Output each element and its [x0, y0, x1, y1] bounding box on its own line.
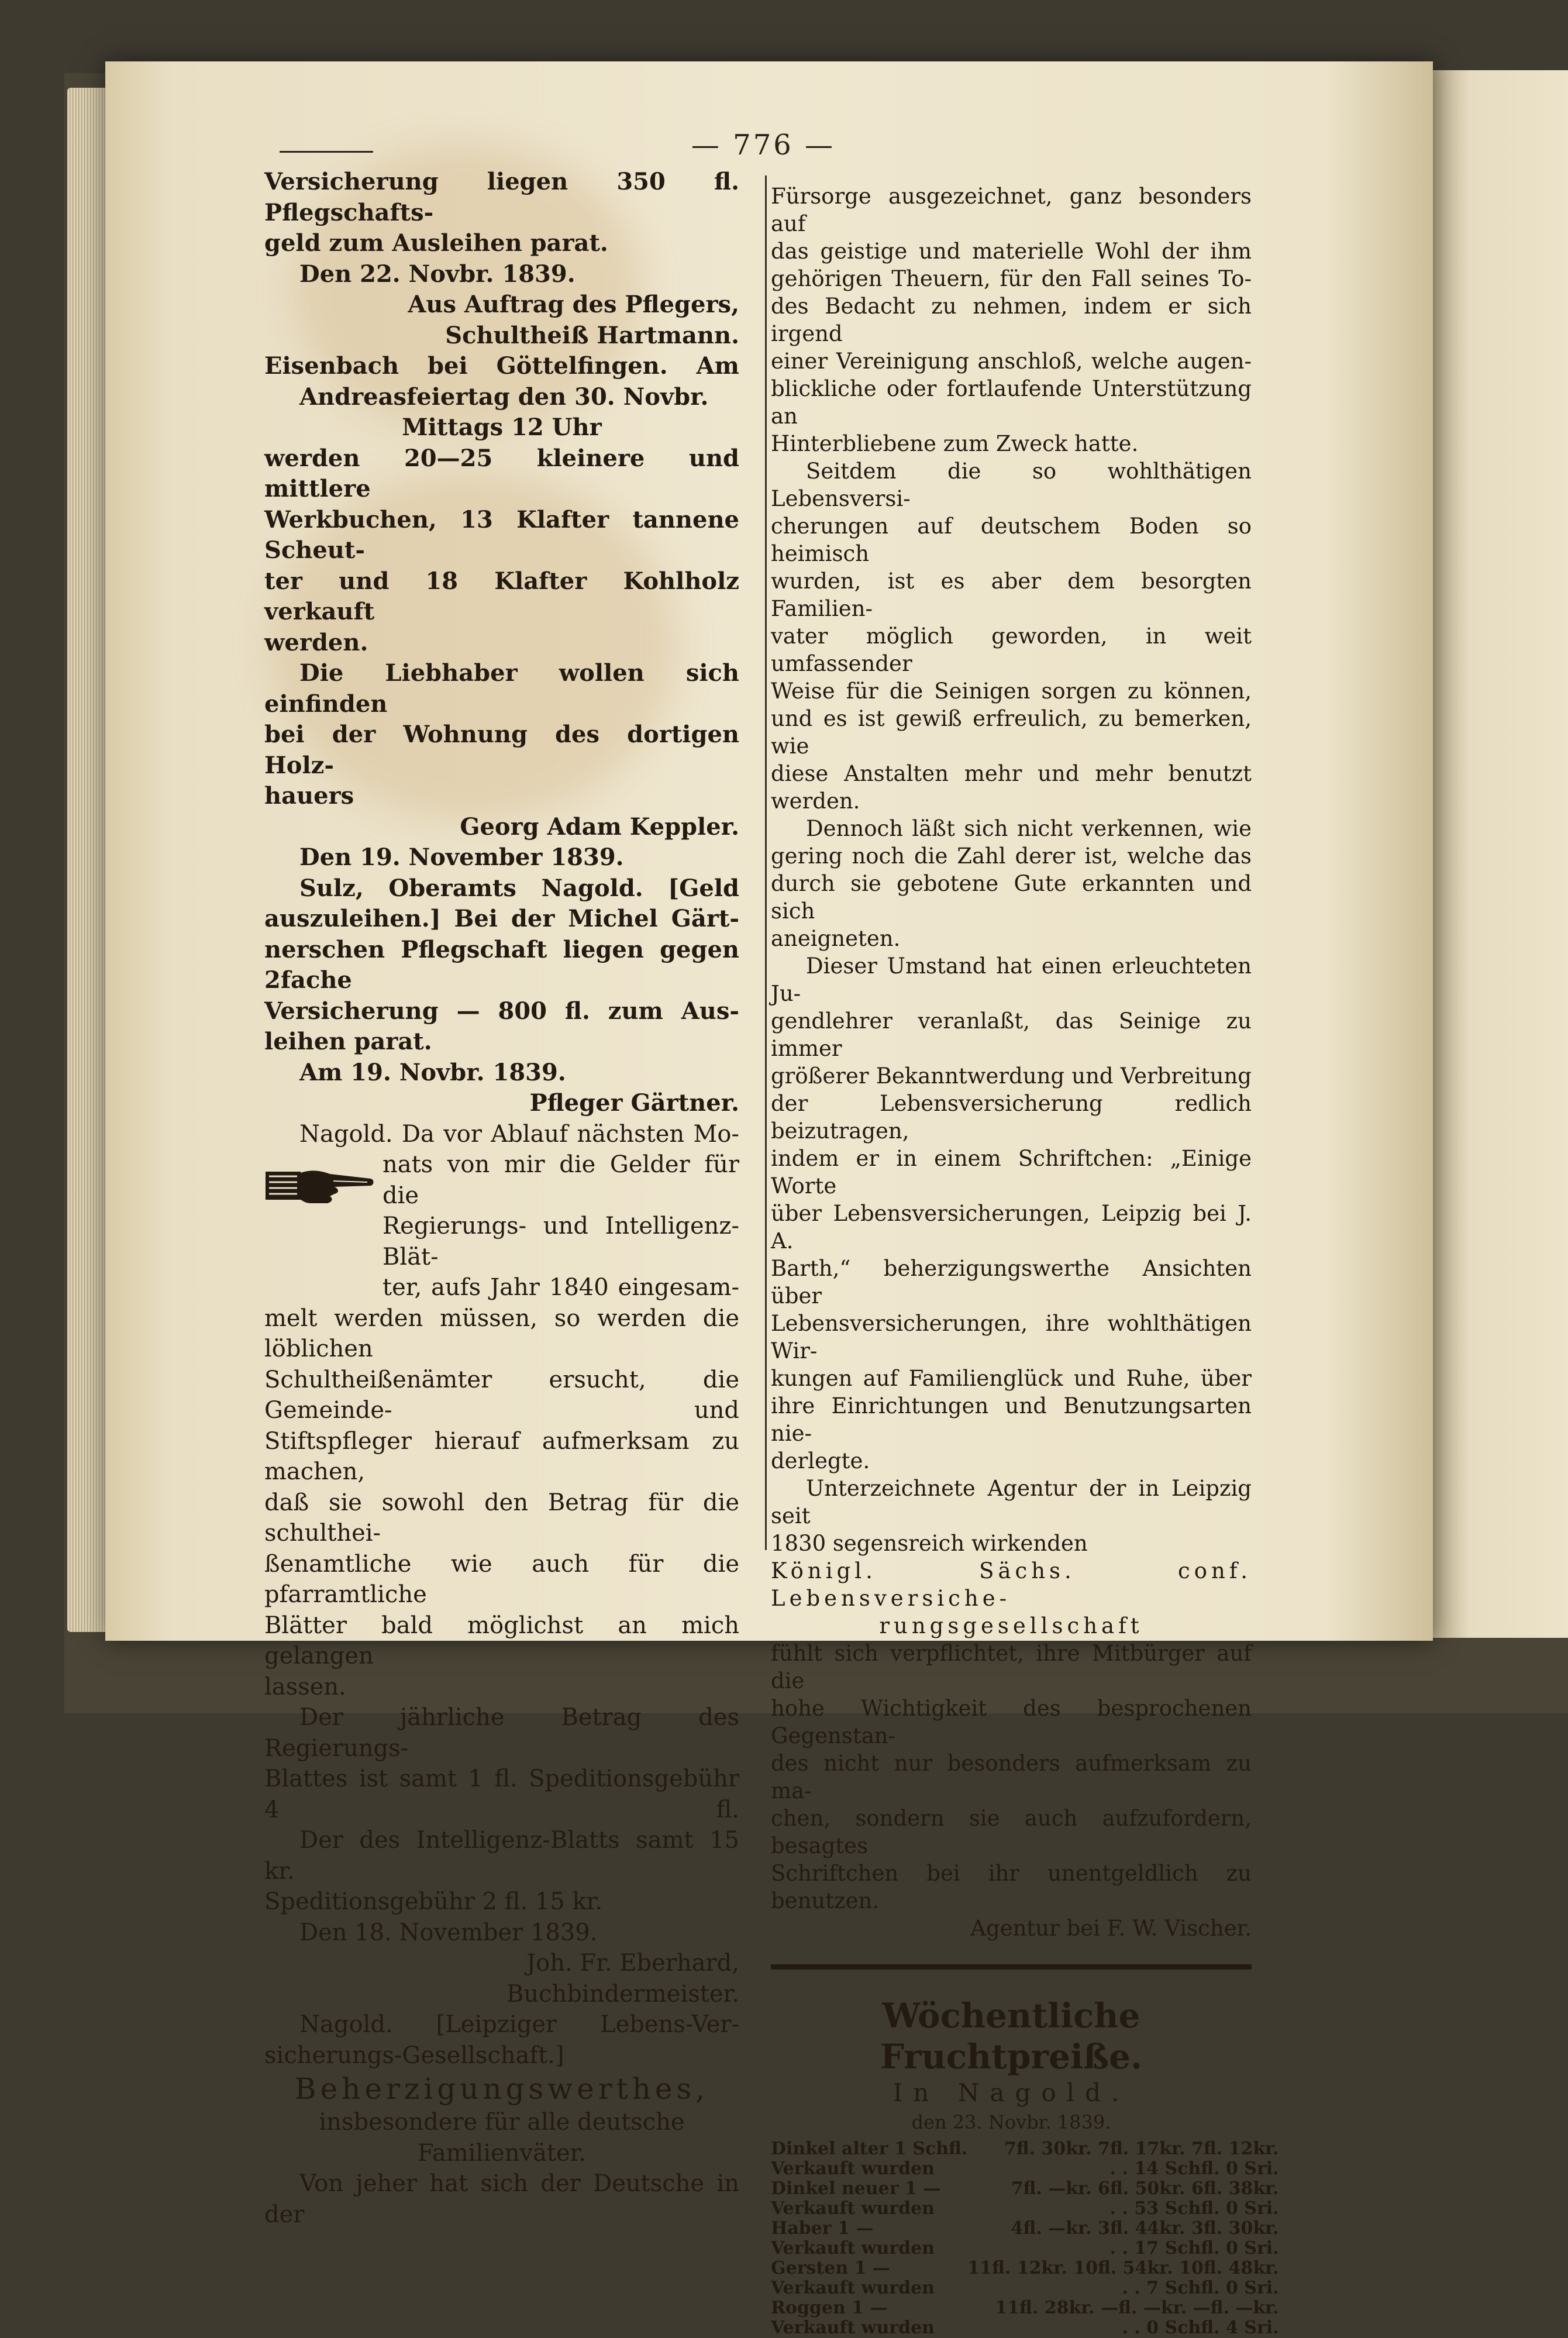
price-label-cell: Gersten 1 — — [771, 2258, 890, 2278]
pointing-hand-icon — [264, 1154, 375, 1215]
text-line: 1830 segensreich wirkenden — [771, 1531, 1088, 1556]
text-line: größerer Bekanntwerdung und Verbreitung — [771, 1063, 1252, 1089]
text-line: des Bedacht zu nehmen, indem er sich irgend — [771, 294, 1252, 346]
text-line: Fürsorge ausgezeichnet, ganz besonders auf — [771, 184, 1252, 236]
text-line: und es ist gewiß erfreulich, zu bemerken, wie — [771, 706, 1252, 759]
price-value-cell: 7fl. —kr. 6fl. 50kr. 6fl. 38kr. — [1011, 2178, 1279, 2199]
text-line: Blätter bald möglichst an mich gelangen — [264, 1612, 739, 1669]
text-line: gehörigen Theuern, für den Fall seines To- — [771, 266, 1252, 291]
price-label-cell: Haber 1 — — [771, 2218, 874, 2239]
text-line: Stiftspfleger hierauf aufmerksam zu machen, — [264, 1427, 739, 1485]
price-row — [771, 2139, 1279, 2159]
notice-lines-beside-hand — [382, 1149, 739, 1303]
column-divider — [765, 175, 767, 1550]
text-line: nerschen Pflegschaft liegen gegen 2fache — [264, 935, 739, 994]
text-line: Seitdem die so wohlthätigen Lebensversi- — [771, 459, 1252, 511]
price-value-cell: . . 17 Schfl. 0 Sri. — [1109, 2238, 1279, 2258]
text-line: Lebensversicherungen, ihre wohlthätigen Wir- — [771, 1311, 1252, 1363]
text-line: des nicht nur besonders aufmerksam zu ma- — [771, 1751, 1252, 1803]
text-line: nats von mir die Gelder für die — [382, 1151, 739, 1209]
text-line: vater möglich geworden, in weit umfassender — [771, 624, 1252, 676]
left-column — [264, 167, 739, 2230]
text-line: gering noch die Zahl derer ist, welche das — [771, 843, 1252, 869]
left-column-text — [264, 167, 739, 1119]
text-line: cherungen auf deutschem Boden so heimisch — [771, 514, 1252, 566]
text-line: Dieser Umstand hat einen erleuchteten Ju- — [771, 953, 1252, 1006]
text-line: Hinterbliebene zum Zweck hatte. — [771, 431, 1139, 456]
price-row — [771, 2239, 1279, 2258]
text-line: auszuleihen.] Bei der Michel Gärt- — [264, 905, 739, 932]
text-line: Mittags 12 Uhr — [402, 414, 602, 441]
text-line: insbesondere für alle deutsche Familienväter. — [319, 2109, 685, 2167]
text-line: geld zum Ausleihen parat. — [264, 229, 608, 257]
text-line: Buchbindermeister. — [506, 1980, 739, 2008]
text-line: derlegte. — [771, 1448, 870, 1473]
text-line: Versicherung liegen 350 fl. Pflegschafts- — [264, 168, 739, 226]
price-row — [771, 2219, 1279, 2239]
text-line: Den 19. November 1839. — [299, 843, 624, 871]
text-line: melt werden müssen, so werden die löblichen — [264, 1304, 739, 1362]
price-label-cell: Dinkel neuer 1 — — [771, 2178, 941, 2199]
text-line: lassen. — [264, 1673, 346, 1700]
text-line: Georg Adam Keppler. — [460, 812, 739, 841]
price-value-cell: . . 14 Schfl. 0 Sri. — [1109, 2158, 1279, 2179]
fruit-prices-date: den 23. Novbr. 1839. — [911, 2111, 1111, 2133]
text-line: Speditionsgebühr 2 fl. 15 kr. — [264, 1888, 603, 1915]
text-line: Der des Intelligenz-Blatts samt 15 kr. — [264, 1827, 739, 1885]
price-value-cell: 11fl. 28kr. —fl. —kr. —fl. —kr. — [995, 2298, 1279, 2318]
text-line: der Lebensversicherung redlich beizutragen, — [771, 1091, 1252, 1144]
price-label-cell: Verkauft wurden — [771, 2198, 935, 2219]
text-line: ihre Einrichtungen und Benutzungsarten nie- — [771, 1393, 1252, 1446]
price-label-cell: Verkauft wurden — [771, 2158, 935, 2179]
text-line: Werkbuchen, 13 Klafter tannene Scheut- — [264, 505, 739, 564]
price-row — [771, 2298, 1279, 2318]
right-column-text — [771, 183, 1252, 1942]
price-value-cell: . . 0 Schfl. 4 Sri. — [1122, 2318, 1279, 2338]
price-label-cell: Verkauft wurden — [771, 2318, 935, 2338]
text-line: Den 18. November 1839. — [299, 1919, 598, 1946]
text-line: daß sie sowohl den Betrag für die schulthei- — [264, 1489, 739, 1547]
text-line: ßenamtliche wie auch für die pfarramtliche — [264, 1550, 739, 1608]
right-column — [771, 183, 1279, 2338]
text-line: Der jährliche Betrag des Regierungs- — [264, 1704, 739, 1762]
text-line: Blattes ist samt 1 fl. Speditionsgebühr 4 fl. — [264, 1765, 739, 1823]
text-line: Regierungs- und Intelligenz-Blät- — [382, 1213, 739, 1270]
text-line: über Lebensversicherungen, Leipzig bei J. A. — [771, 1201, 1252, 1254]
text-line: Versicherung — 800 fl. zum Aus- — [264, 997, 739, 1025]
text-line: Joh. Fr. Eberhard, — [526, 1950, 739, 1977]
price-label-cell: Dinkel alter 1 Schfl. — [771, 2139, 968, 2159]
text-line: Sulz, Oberamts Nagold. [Geld — [299, 874, 739, 902]
text-line: Pfleger Gärtner. — [529, 1089, 739, 1117]
price-row — [771, 2318, 1279, 2338]
text-line: aneigneten. — [771, 926, 901, 951]
text-line: diese Anstalten mehr und mehr benutzt werden. — [771, 761, 1252, 814]
text-line: rungsgesellschaft — [879, 1613, 1143, 1638]
text-line: chen, sondern sie auch aufzufordern, besagtes — [771, 1806, 1252, 1858]
text-line: Am 19. Novbr. 1839. — [299, 1058, 566, 1086]
price-row — [771, 2199, 1279, 2219]
fruit-prices-section — [771, 1995, 1279, 2338]
price-value-cell: . . 53 Schfl. 0 Sri. — [1109, 2198, 1279, 2219]
price-label-cell: Verkauft wurden — [771, 2278, 935, 2298]
next-page-edge — [1427, 70, 1568, 1638]
price-label-cell: Roggen 1 — — [771, 2298, 888, 2318]
text-line: fühlt sich verpflichtet, ihre Mitbürger auf die — [771, 1641, 1252, 1693]
text-line: Eisenbach bei Göttelfingen. Am — [264, 352, 739, 380]
text-line: Königl. Sächs. conf. Lebensversiche- — [771, 1558, 1252, 1611]
price-value-cell: 7fl. 30kr. 7fl. 17kr. 7fl. 12kr. — [1004, 2139, 1279, 2159]
text-line: blickliche oder fortlaufende Unterstützung an — [771, 376, 1252, 429]
price-row — [771, 2159, 1279, 2179]
section-rule — [771, 1964, 1252, 1969]
price-row — [771, 2179, 1279, 2199]
fruit-prices-place: In Nagold. — [892, 2078, 1130, 2107]
text-line: einer Vereinigung anschloß, welche augen- — [771, 349, 1252, 374]
fruit-prices-table — [771, 2139, 1279, 2338]
text-line: Schriftchen bei ihr unentgeldlich zu benutzen. — [771, 1861, 1252, 1913]
text-line: Den 22. Novbr. 1839. — [299, 260, 575, 288]
text-line: Schultheißenämter ersucht, die Gemeinde- und — [264, 1366, 739, 1424]
notice-remaining-lines — [264, 1303, 739, 2230]
bookbinder-notice — [264, 1119, 739, 2230]
price-row — [771, 2278, 1279, 2298]
price-label-cell: Verkauft wurden — [771, 2238, 935, 2258]
price-value-cell: 11fl. 12kr. 10fl. 54kr. 10fl. 48kr. — [967, 2258, 1279, 2278]
text-line: Die Liebhaber wollen sich einfinden — [264, 659, 739, 718]
text-line: bei der Wohnung des dortigen Holz- — [264, 721, 739, 779]
text-line: Aus Auftrag des Pflegers, — [408, 291, 739, 318]
top-rule — [280, 151, 373, 153]
text-line: leihen parat. — [264, 1028, 432, 1055]
text-line: Weise für die Seinigen sorgen zu können, — [771, 679, 1252, 704]
text-line: Beherzigungswerthes, — [294, 2072, 709, 2106]
text-line: gendlehrer veranlaßt, das Seinige zu immer — [771, 1008, 1252, 1061]
price-value-cell: . . 7 Schfl. 0 Sri. — [1122, 2278, 1279, 2298]
text-line: werden. — [264, 628, 368, 656]
notice-hand-block — [264, 1149, 739, 1303]
text-line: sicherungs-Gesellschaft.] — [264, 2041, 564, 2069]
text-line: werden 20—25 kleinere und mittlere — [264, 444, 739, 502]
text-line: ter und 18 Klafter Kohlholz verkauft — [264, 567, 739, 625]
text-line: hauers — [264, 782, 354, 810]
text-line: indem er in einem Schriftchen: „Einige Worte — [771, 1146, 1252, 1199]
text-line: durch sie gebotene Gute erkannten und sich — [771, 871, 1252, 924]
text-line: kungen auf Familienglück und Ruhe, über — [771, 1366, 1252, 1391]
notice-first-line: Nagold. Da vor Ablauf nächsten Mo- — [299, 1120, 739, 1148]
fruit-prices-title: Wöchentliche Fruchtpreiße. — [880, 1996, 1143, 2077]
price-row — [771, 2258, 1279, 2278]
text-line: Unterzeichnete Agentur der in Leipzig seit — [771, 1476, 1252, 1528]
text-line: Barth,“ beherzigungswerthe Ansichten über — [771, 1256, 1252, 1309]
text-line: das geistige und materielle Wohl der ihm — [771, 239, 1252, 264]
text-line: hohe Wichtigkeit des besprochenen Gegenstan- — [771, 1696, 1252, 1748]
text-line: Andreasfeiertag den 30. Novbr. — [299, 383, 709, 411]
text-line: wurden, ist es aber dem besorgten Familien- — [771, 569, 1252, 621]
text-line: Agentur bei F. W. Vischer. — [970, 1916, 1252, 1941]
text-line: Nagold. [Leipziger Lebens-Ver- — [299, 2011, 739, 2038]
text-line: ter, aufs Jahr 1840 eingesam- — [382, 1274, 739, 1301]
text-line: Schultheiß Hartmann. — [445, 321, 739, 349]
page-number: — 776 — — [691, 129, 836, 161]
price-value-cell: 4fl. —kr. 3fl. 44kr. 3fl. 30kr. — [1011, 2218, 1279, 2239]
text-line: Von jeher hat sich der Deutsche in der — [264, 2170, 739, 2228]
text-line: Dennoch läßt sich nicht verkennen, wie — [806, 816, 1252, 841]
